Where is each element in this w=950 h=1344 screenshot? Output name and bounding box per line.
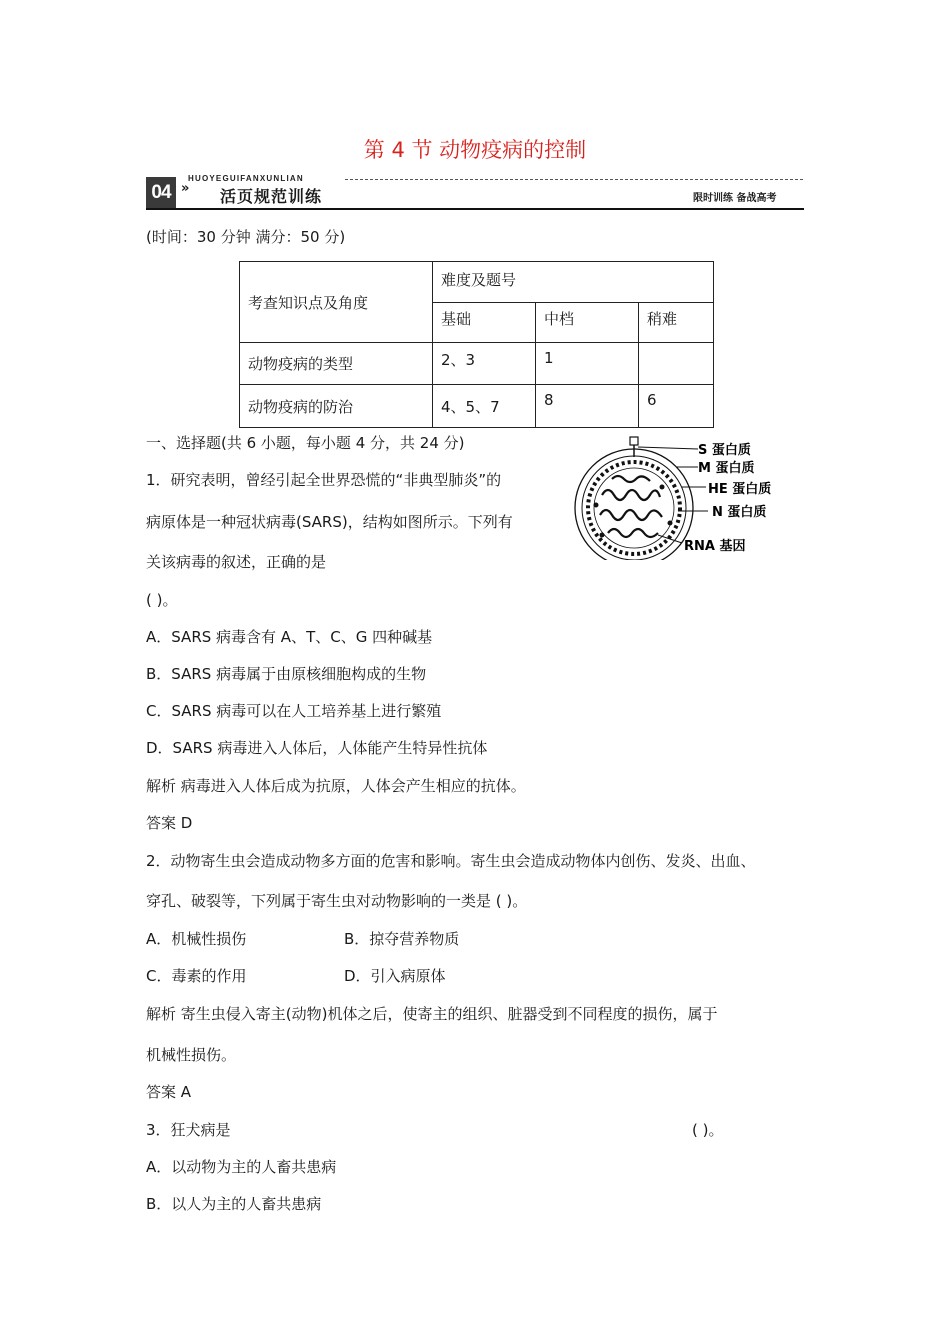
table-cell-medium: 8 <box>536 385 639 428</box>
table-header-difficulty: 难度及题号 <box>433 262 714 303</box>
q1-answer: 答案 D <box>146 814 193 832</box>
q2-option-b: B．掠夺营养物质 <box>344 930 460 948</box>
virus-structure-figure <box>572 435 812 560</box>
q2-stem-line-2: 穿孔、破裂等，下列属于寄生虫对动物影响的一类是 ( )。 <box>146 892 528 910</box>
label-m-protein: M 蛋白质 <box>698 461 755 476</box>
table-cell-medium: 1 <box>536 343 639 385</box>
q3-answer-blank: ( )。 <box>692 1121 724 1139</box>
table-header-hard: 稍难 <box>639 303 714 343</box>
q1-stem-line-2: 病原体是一种冠状病毒(SARS)，结构如图所示。下列有 <box>146 513 513 531</box>
section-heading: 一、选择题(共 6 小题，每小题 4 分，共 24 分) <box>146 434 465 452</box>
q2-analysis-line-1: 解析 寄生虫侵入寄主(动物)机体之后，使寄主的组织、脏器受到不同程度的损伤，属于 <box>146 1005 718 1023</box>
q1-analysis: 解析 病毒进入人体后成为抗原，人体会产生相应的抗体。 <box>146 777 526 795</box>
label-s-protein: S 蛋白质 <box>698 443 751 458</box>
n-protein-dot <box>600 533 605 538</box>
q3-option-a: A．以动物为主的人畜共患病 <box>146 1158 337 1176</box>
table-cell-hard: 6 <box>639 385 714 428</box>
q3-stem: 3．狂犬病是 <box>146 1121 231 1139</box>
table-cell-basic: 4、5、7 <box>433 385 536 428</box>
virus-diagram <box>572 435 812 560</box>
chevron-icon: » <box>181 181 190 196</box>
table-cell-topic: 动物疫病的类型 <box>240 343 433 385</box>
rna-strand <box>602 490 660 500</box>
q2-stem-line-1: 2．动物寄生虫会造成动物多方面的危害和影响。寄生虫会造成动物体内创伤、发炎、出血、 <box>146 852 756 870</box>
q1-option-b: B．SARS 病毒属于由原核细胞构成的生物 <box>146 665 427 683</box>
table-cell-hard <box>639 343 714 385</box>
table-cell-basic: 2、3 <box>433 343 536 385</box>
table-header-medium: 中档 <box>536 303 639 343</box>
label-he-protein: HE 蛋白质 <box>708 482 772 497</box>
banner-number: 04 <box>146 177 176 208</box>
q1-option-a: A．SARS 病毒含有 A、T、C、G 四种碱基 <box>146 628 433 646</box>
q1-option-c: C．SARS 病毒可以在人工培养基上进行繁殖 <box>146 702 442 720</box>
label-n-protein: N 蛋白质 <box>712 505 767 520</box>
table-header-basic: 基础 <box>433 303 536 343</box>
banner-section-name: 活页规范训练 <box>220 187 323 206</box>
n-protein-dot <box>668 521 673 526</box>
table-row <box>240 385 714 428</box>
n-protein-dot <box>660 485 665 490</box>
q2-option-c: C．毒素的作用 <box>146 967 247 985</box>
q1-stem-line-1: 1．研究表明，曾经引起全世界恐慌的“非典型肺炎”的 <box>146 471 502 489</box>
table-row <box>240 343 714 385</box>
banner-dotted-line <box>345 179 803 180</box>
rna-strand <box>612 476 650 482</box>
knowledge-table <box>239 261 714 428</box>
rna-strand <box>600 510 662 520</box>
envelope-outer <box>575 449 693 560</box>
q2-option-d: D．引入病原体 <box>344 967 446 985</box>
label-rna-gene: RNA 基因 <box>684 539 746 554</box>
table-cell-topic: 动物疫病的防治 <box>240 385 433 428</box>
q2-analysis-line-2: 机械性损伤。 <box>146 1046 237 1064</box>
q1-answer-blank: ( )。 <box>146 591 178 609</box>
banner-pinyin: HUOYEGUIFANXUNLIAN <box>188 174 304 183</box>
membrane-proteins <box>588 462 680 554</box>
q1-stem-line-3: 关该病毒的叙述，正确的是 <box>146 553 327 571</box>
spike-head <box>630 437 638 445</box>
leader-line <box>638 447 698 449</box>
page-title: 第 4 节 动物疫病的控制 <box>363 138 587 162</box>
q2-answer: 答案 A <box>146 1083 192 1101</box>
exam-meta: (时间：30 分钟 满分：50 分) <box>146 228 346 246</box>
q3-option-b: B．以人为主的人畜共患病 <box>146 1195 322 1213</box>
envelope-inner <box>582 456 686 560</box>
banner-tagline: 限时训练 备战高考 <box>693 193 777 204</box>
n-protein-dot <box>594 503 599 508</box>
rna-strand <box>608 529 658 537</box>
table-header-topic: 考查知识点及角度 <box>240 262 433 343</box>
banner-rule <box>146 208 804 210</box>
q1-option-d: D．SARS 病毒进入人体后，人体能产生特异性抗体 <box>146 739 488 757</box>
q2-option-a: A．机械性损伤 <box>146 930 247 948</box>
